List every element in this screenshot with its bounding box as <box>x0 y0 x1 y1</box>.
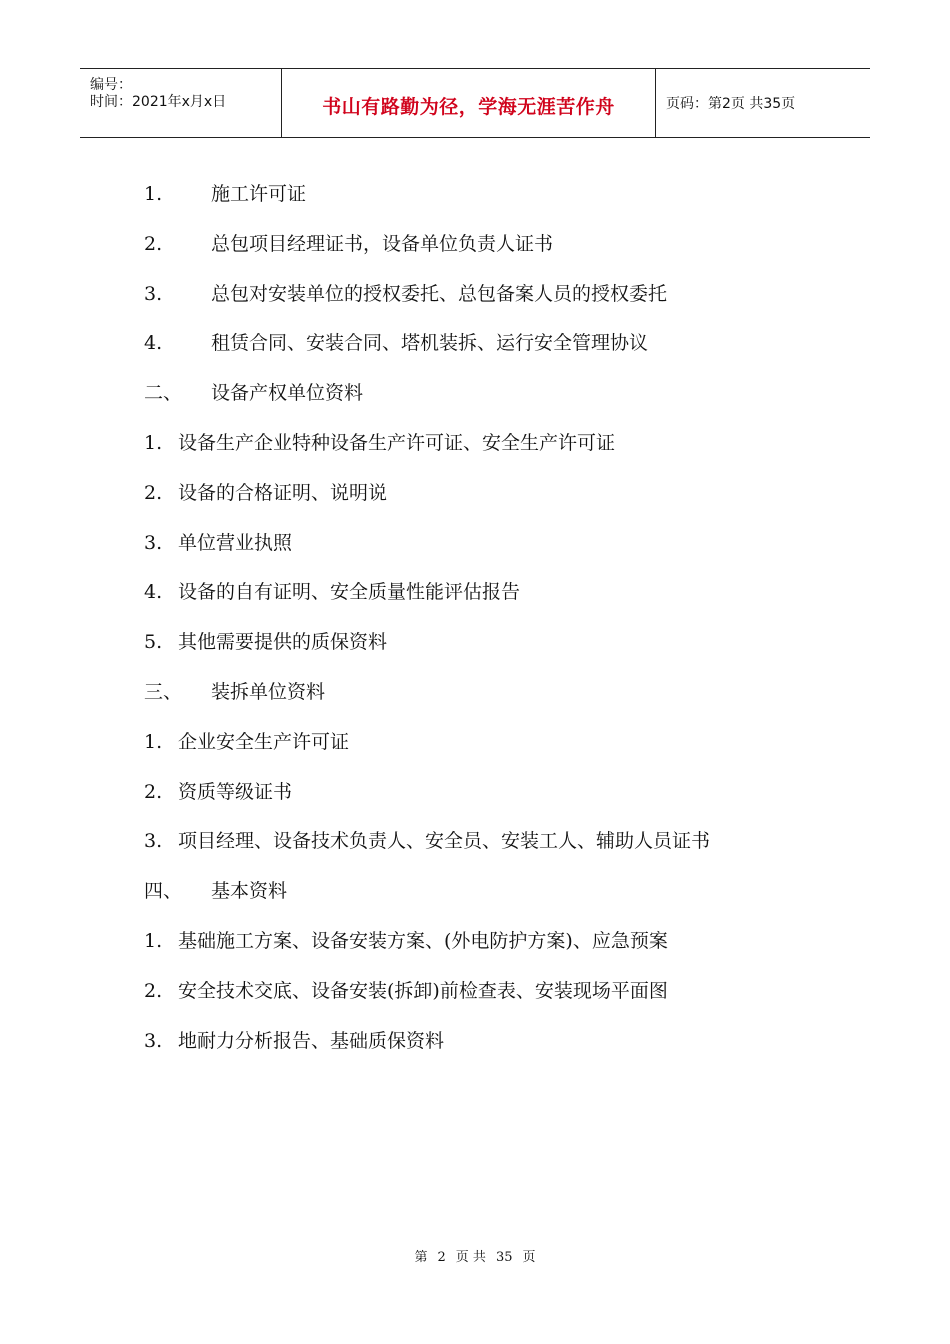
list-item-number: 2. <box>144 482 163 504</box>
list-item-number: 2. <box>144 233 163 255</box>
list-item-text: 基本资料 <box>211 880 288 902</box>
list-item-number: 2. <box>144 781 163 803</box>
document-time-label: 时间：2021年x月x日 <box>90 94 227 110</box>
list-item-text: 租赁合同、安装合同、塔机装拆、运行安全管理协议 <box>211 332 649 354</box>
list-item-number: 4. <box>144 581 163 603</box>
list-item-text: 其他需要提供的质保资料 <box>178 631 388 653</box>
list-item-number: 2. <box>144 980 163 1002</box>
document-number-label: 编号： <box>90 77 132 93</box>
page-header <box>80 68 870 138</box>
header-motto: 书山有路勤为径，学海无涯苦作舟 <box>322 95 615 118</box>
header-page-info: 页码：第2页 共35页 <box>666 96 796 112</box>
list-item-number: 3. <box>144 532 163 554</box>
list-item-text: 项目经理、设备技术负责人、安全员、安装工人、辅助人员证书 <box>178 830 711 852</box>
list-item-number: 5. <box>144 631 163 653</box>
list-item-text: 安全技术交底、设备安装(拆卸)前检查表、安装现场平面图 <box>178 980 668 1002</box>
list-item-number: 3. <box>144 283 163 305</box>
list-item-number: 1. <box>144 183 163 205</box>
list-item-text: 设备产权单位资料 <box>211 382 364 404</box>
list-item-number: 三、 <box>144 681 183 703</box>
header-motto-cell <box>282 69 656 137</box>
list-item-text: 单位营业执照 <box>178 532 293 554</box>
list-item-number: 1. <box>144 432 163 454</box>
list-item-text: 基础施工方案、设备安装方案、(外电防护方案)、应急预案 <box>178 930 668 952</box>
list-item-text: 设备的自有证明、安全质量性能评估报告 <box>178 581 521 603</box>
list-item-text: 企业安全生产许可证 <box>178 731 350 753</box>
page-footer <box>0 1246 950 1265</box>
list-item-number: 二、 <box>144 382 183 404</box>
list-item-number: 3. <box>144 830 163 852</box>
list-item-number: 3. <box>144 1030 163 1052</box>
list-item-text: 装拆单位资料 <box>211 681 326 703</box>
list-item-number: 1. <box>144 731 163 753</box>
footer-middle: 页 共 <box>455 1250 486 1265</box>
footer-prefix: 第 <box>414 1250 428 1265</box>
list-item-text: 地耐力分析报告、基础质保资料 <box>178 1030 445 1052</box>
list-item-text: 总包项目经理证书，设备单位负责人证书 <box>211 233 554 255</box>
list-item-number: 4. <box>144 332 163 354</box>
footer-suffix: 页 <box>522 1250 536 1265</box>
list-item-text: 总包对安装单位的授权委托、总包备案人员的授权委托 <box>211 283 668 305</box>
list-item-number: 四、 <box>144 880 183 902</box>
list-item-number: 1. <box>144 930 163 952</box>
list-item-text: 设备的合格证明、说明说 <box>178 482 388 504</box>
footer-page-number: 2 <box>437 1250 446 1265</box>
list-item-text: 施工许可证 <box>211 183 307 205</box>
list-item-text: 资质等级证书 <box>178 781 293 803</box>
footer-total-pages: 35 <box>495 1250 513 1265</box>
list-item-text: 设备生产企业特种设备生产许可证、安全生产许可证 <box>178 432 616 454</box>
header-meta <box>80 69 282 137</box>
